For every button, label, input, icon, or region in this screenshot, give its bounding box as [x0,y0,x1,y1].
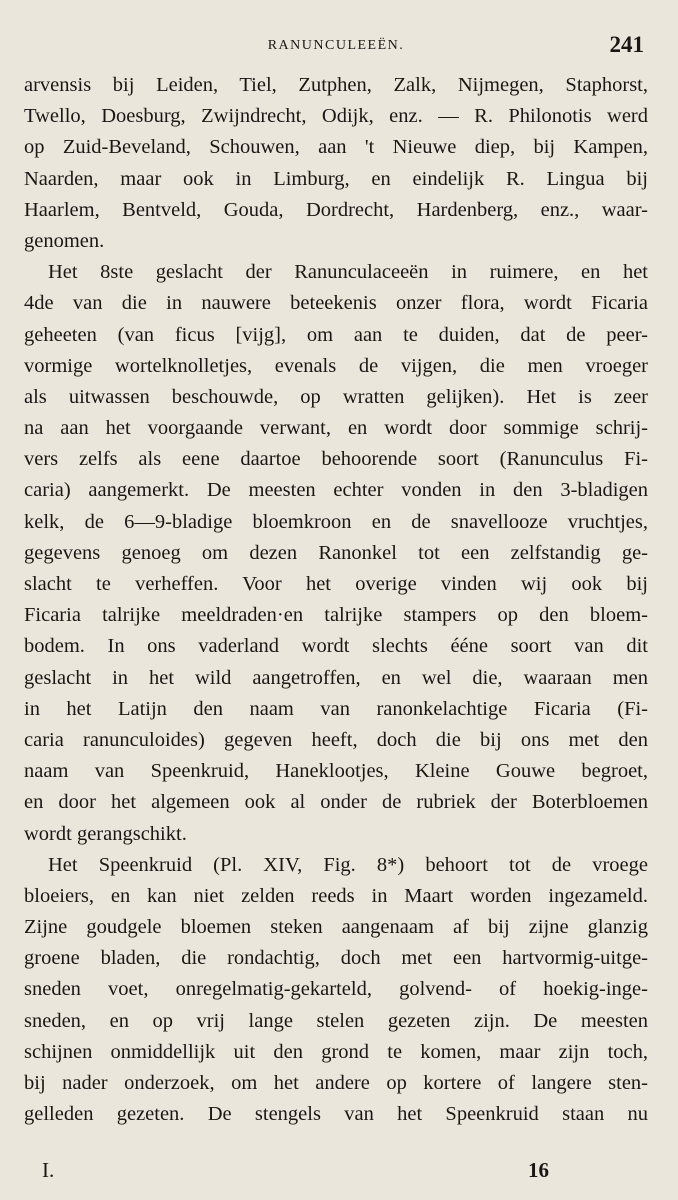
text-line: wordt gerangschikt. [24,822,187,845]
text-line: caria ranunculoides) gegeven heeft, doch die bij ons met den [24,728,648,751]
text-line: sneden, en op vrij lange stelen gezeten zijn. De meesten [24,1009,648,1032]
text-line: op Zuid-Beveland, Schouwen, aan 't Nieuwe diep, bij Kampen, [24,136,648,159]
text-line: kelk, de 6—9-bladige bloemkroon en de snavellooze vruchtjes, [24,510,648,533]
text-line: gelleden gezeten. De stengels van het Speenkruid staan nu [24,1103,648,1126]
signature-mark: I. [42,1158,55,1182]
text-line: genomen. [24,229,105,252]
text-line: groene bladen, die rondachtig, doch met een hartvormig-uitge- [24,947,648,970]
text-line: vormige wortelknolletjes, evenals de vijgen, die men vroeger [24,354,648,377]
text-line: in het Latijn den naam van ranonkelachtige Ficaria (Fi- [24,697,648,720]
page-number: 241 [609,32,644,57]
text-line: caria) aangemerkt. De meesten echter vonden in den 3-bladigen [24,479,648,502]
text-line: geheeten (van ficus [vijg], om aan te duiden, dat de peer- [24,323,648,346]
text-line: Zijne goudgele bloemen steken aangenaam af bij zijne glanzig [24,916,648,939]
sheet-number: 16 [528,1158,549,1182]
text-line: na aan het voorgaande verwant, en wordt door sommige schrij- [24,417,648,440]
page-header [24,0,648,70]
text-line: bodem. In ons vaderland wordt slechts ééne soort van dit [24,635,648,658]
text-line: Twello, Doesburg, Zwijndrecht, Odijk, enz. — R. Philonotis werd [24,105,648,128]
text-line: arvensis bij Leiden, Tiel, Zutphen, Zalk, Nijmegen, Staphorst, [24,74,648,96]
running-title: RANUNCULEEËN. [267,38,405,53]
text-line: Het 8ste geslacht der Ranunculaceeën in ruimere, en het [48,261,648,284]
text-line: vers zelfs als eene daartoe behoorende soort (Ranunculus Fi- [24,448,648,471]
text-line: en door het algemeen ook al onder de rubriek der Boterbloemen [24,791,648,814]
text-line: gegevens genoeg om dezen Ranonkel tot een zelfstandig ge- [24,541,648,564]
text-line: sneden voet, onregelmatig-gekarteld, golvend- of hoekig-inge- [24,978,648,1001]
text-line: bloeiers, en kan niet zelden reeds in Maart worden ingezameld. [24,884,648,907]
text-line: Haarlem, Bentveld, Gouda, Dordrecht, Hardenberg, enz., waar- [24,198,648,221]
text-line: als uitwassen beschouwde, op wratten gelijken). Het is zeer [24,385,648,408]
text-line: bij nader onderzoek, om het andere op kortere of langere sten- [24,1072,648,1094]
text-line: 4de van die in nauwere beteekenis onzer flora, wordt Ficaria [24,292,648,315]
text-line: schijnen onmiddellijk uit den grond te komen, maar zijn toch, [24,1040,648,1063]
text-line: Ficaria talrijke meeldraden·en talrijke stampers op den bloem- [24,604,648,627]
text-line: geslacht in het wild aangetroffen, en wel die, waaraan men [24,666,648,689]
text-line: naam van Speenkruid, Haneklootjes, Kleine Gouwe begroet, [24,760,648,783]
text-line: Het Speenkruid (Pl. XIV, Fig. 8*) behoort tot de vroege [48,853,648,876]
body-text [24,70,648,1130]
page-footer [24,1146,648,1186]
text-line: slacht te verheffen. Voor het overige vinden wij ook bij [24,573,648,595]
text-line: Naarden, maar ook in Limburg, en eindelijk R. Lingua bij [24,167,648,190]
